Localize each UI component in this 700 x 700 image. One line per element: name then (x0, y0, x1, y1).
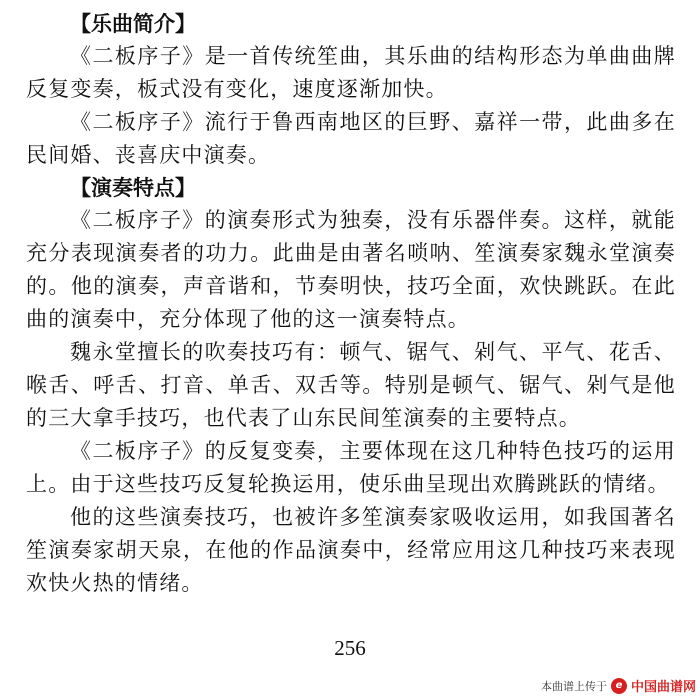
paragraph: 《二板序子》的演奏形式为独奏，没有乐器伴奏。这样，就能充分表现演奏者的功力。此曲是由著名唢呐、笙演奏家魏永堂演奏的。他的演奏，声音谐和，节奏明快，技巧全面，欢快跳跃。在此曲的演奏中，充分体现了他的这一演奏特点。 (26, 208, 676, 331)
section-performance (26, 172, 676, 600)
paragraph: 《二板序子》流行于鲁西南地区的巨野、嘉祥一带，此曲多在民间婚、丧喜庆中演奏。 (26, 110, 676, 167)
site-watermark (541, 676, 696, 695)
section-heading-performance: 【演奏特点】 (70, 175, 196, 200)
site-logo-icon: e (611, 678, 627, 694)
section-heading-intro: 【乐曲简介】 (70, 11, 196, 36)
watermark-prefix: 本曲谱上传于 (540, 679, 607, 693)
paragraph: 他的这些演奏技巧，也被许多笙演奏家吸收运用，如我国著名笙演奏家胡天泉，在他的作品演奏中，经常应用这几种技巧来表现欢快火热的情绪。 (26, 505, 676, 595)
page-number: 256 (334, 636, 366, 660)
paragraph: 《二板序子》是一首传统笙曲，其乐曲的结构形态为单曲曲牌反复变奏，板式没有变化，速度逐渐加快。 (26, 44, 676, 101)
document-body (26, 8, 676, 600)
section-intro (26, 8, 676, 172)
paragraph: 魏永堂擅长的吹奏技巧有：顿气、锯气、剁气、平气、花舌、喉舌、呼舌、打音、单舌、双舌等。特别是顿气、锯气、剁气是他的三大拿手技巧，也代表了山东民间笙演奏的主要特点。 (26, 340, 676, 430)
paragraph: 《二板序子》的反复变奏，主要体现在这几种特色技巧的运用上。由于这些技巧反复轮换运用，使乐曲呈现出欢腾跳跃的情绪。 (26, 439, 676, 496)
watermark-brand: 中国曲谱网 (630, 680, 696, 695)
